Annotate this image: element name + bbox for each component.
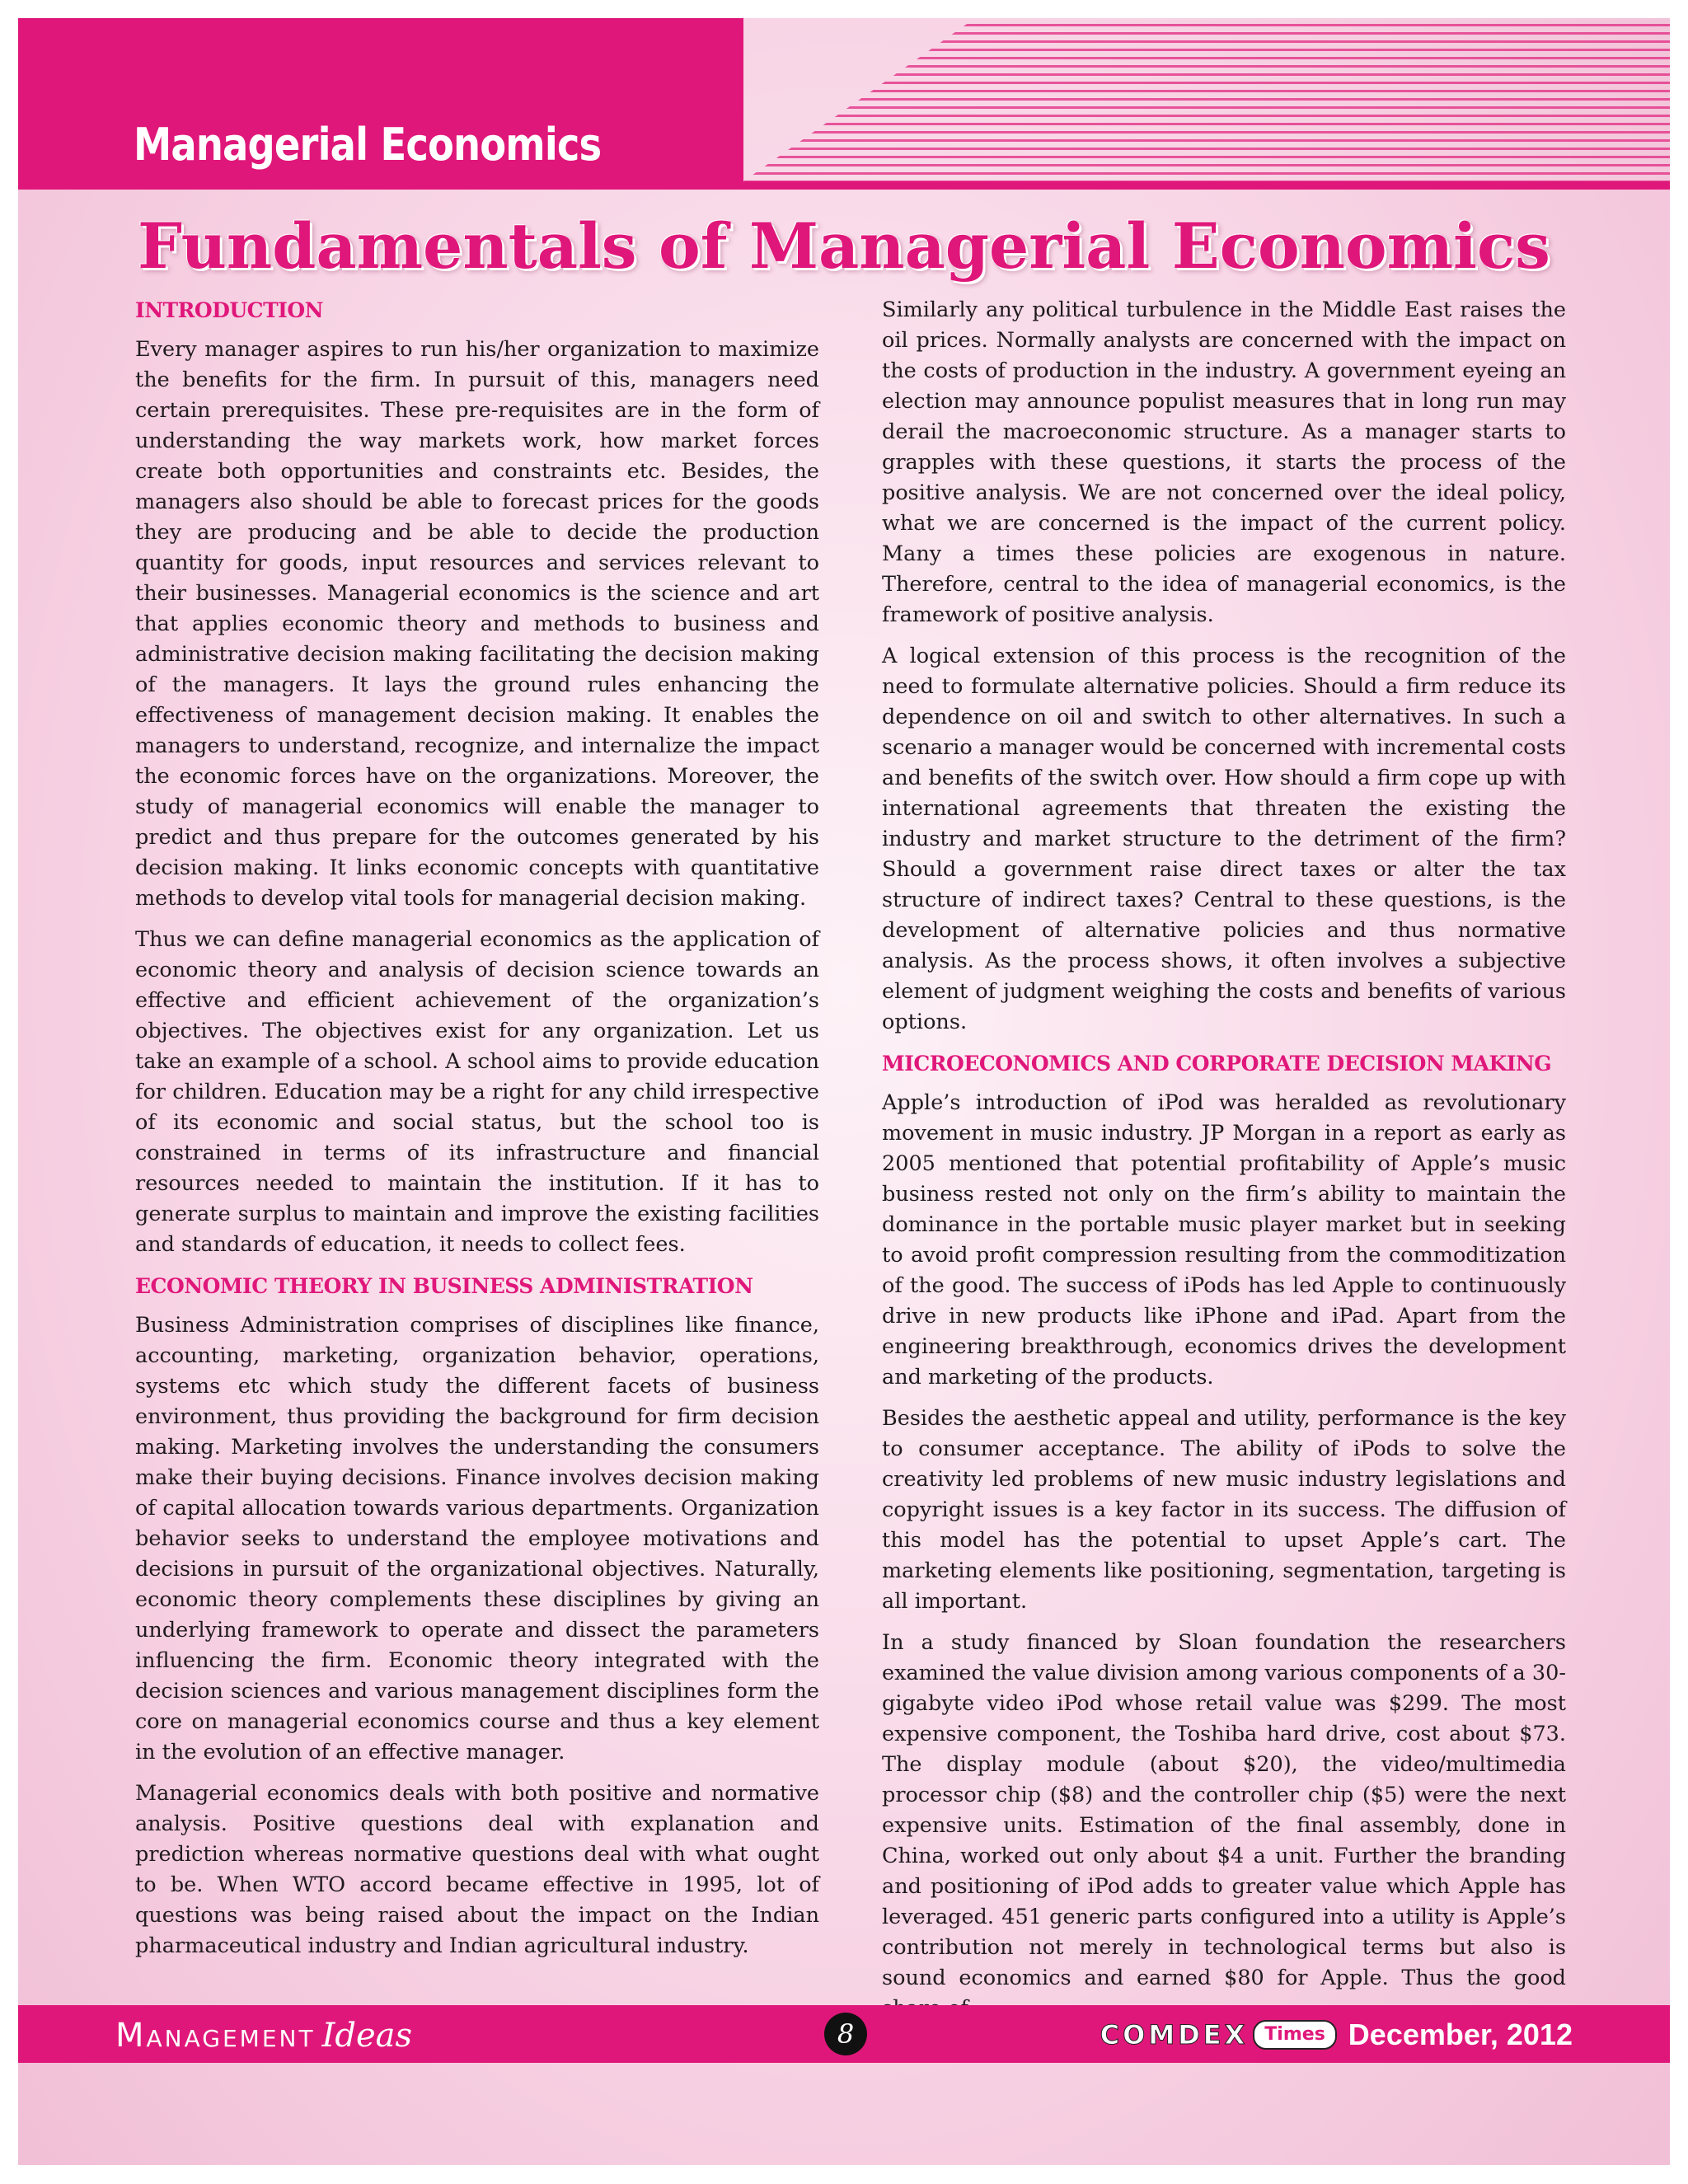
body-paragraph: Thus we can define managerial economics as the application of economic theory and analysis of decision science towards an effective and efficient achievement of the organization’s objectives. The objectives exist for any organization. Let us take an example of a school. A school aims to provide education for children. Education may be a right for any child irrespective of its economic and social status, but the school too is constrained in terms of its infrastructure and financial resources needed to maintain the institution. If it has to generate surplus to maintain and improve the existing facilities and standards of education, it needs to collect fees. <box>135 927 819 1257</box>
publisher-name: COMDEX <box>1100 2019 1249 2050</box>
section-heading: ECONOMIC THEORY IN BUSINESS ADMINISTRATION <box>135 1274 753 1298</box>
header-rule <box>18 181 1670 190</box>
brand-ideas: Ideas <box>321 2017 413 2055</box>
body-paragraph: A logical extension of this process is the recognition of the need to formulate alternative policies. Should a firm reduce its dependence on oil and switch to other alternatives. In such a scenario a manager would be concerned with incremental costs and benefits of the switch over. How should a firm cope up with international agreements that threaten the existing the industry and market structure to the detriment of the firm? Should a government raise direct taxes or alter the tax structure of indirect taxes? Central to these questions, is the development of alternative policies and thus normative analysis. As the process shows, it often involves a subjective element of judgment weighing the costs and benefits of various options. <box>882 644 1566 1034</box>
issue-date: December, 2012 <box>1348 2018 1573 2051</box>
article-title: Fundamentals of Managerial Economics <box>138 209 1550 283</box>
publisher-block <box>1100 2017 1573 2053</box>
magazine-page <box>18 18 1670 2165</box>
body-paragraph: Every manager aspires to run his/her organization to maximize the benefits for the firm. In pursuit of this, managers need certain prerequisites. These pre-requisites are in the form of understanding the way markets work, how market forces create both opportunities and constraints etc. Besides, the managers also should be able to forecast prices for the goods they are producing and be able to decide the production quantity for goods, input resources and services relevant to their businesses. Managerial economics is the science and art that applies economic theory and methods to business and administrative decision making facilitating the decision making of the managers. It lays the ground rules enhancing the effectiveness of management decision making. It enables the managers to understand, recognize, and internalize the impact the economic forces have on the organizations. Moreover, the study of managerial economics will enable the manager to predict and thus prepare for the outcomes generated by his decision making. It links economic concepts with quantitative methods to develop vital tools for managerial decision making. <box>135 337 819 911</box>
left-column <box>135 295 819 1972</box>
footer-brand <box>115 2017 412 2055</box>
body-paragraph: Similarly any political turbulence in the Middle East raises the oil prices. Normally analysts are concerned with the impact on the costs of production in the industry. A government eyeing an election may announce populist measures that in long run may derail the macroeconomic structure. As a manager starts to grapples with these questions, it starts the process of the positive analysis. We are not concerned over the ideal policy, what we are concerned is the impact of the current policy. Many a times these policies are exogenous in nature. Therefore, central to the idea of managerial economics, is the framework of positive analysis. <box>882 298 1566 627</box>
footer-bar <box>18 2005 1670 2063</box>
header-stripes <box>743 18 1670 181</box>
body-paragraph: Besides the aesthetic appeal and utility, performance is the key to consumer acceptance. The ability of iPods to solve the creativity led problems of new music industry legislations and copyright issues is a key factor in its success. The diffusion of this model has the potential to upset Apple’s cart. The marketing elements like positioning, segmentation, targeting is all important. <box>882 1406 1566 1614</box>
body-paragraph: In a study financed by Sloan foundation the researchers examined the value division among various components of a 30-gigabyte video iPod whose retail value was $299. The most expensive component, the Toshiba hard drive, cost about $73. The display module (about $20), the video/multimedia processor chip ($8) and the controller chip ($5) were the next expensive units. Estimation of the final assembly, done in China, worked out only about $4 a unit. Further the branding and positioning of iPod adds to greater value which Apple has leveraged. 451 generic parts configured into a utility is Apple’s contribution not merely in technological terms but also is sound economics and earned $80 for Apple. Thus the good <box>882 1630 1566 1990</box>
body-paragraph: Managerial economics deals with both positive and normative analysis. Positive questions deal with explanation and prediction whereas normative questions deal with what ought to be. When WTO accord became effective in 1995, lot of questions was being raised about the impact on the Indian pharmaceutical industry and Indian agricultural industry. <box>135 1781 819 1958</box>
body-paragraph: Business Administration comprises of disciplines like finance, accounting, marketing, organization behavior, operations, systems etc which study the different facets of business environment, thus providing the background for firm decision making. Marketing involves the understanding the consumers make their buying decisions. Finance involves decision making of capital allocation towards various departments. Organization behavior seeks to understand the employee motivations and decisions in pursuit of the organizational objectives. Naturally, economic theory complements these disciplines by giving an underlying framework to operate and dissect the parameters influencing the firm. Economic theory integrated with the decision sciences and various management disciplines form the core on managerial economics course and thus a key element in the evolution of an effective manager. <box>135 1313 819 1765</box>
publisher-badge: Times <box>1253 2020 1337 2050</box>
brand-name: Management <box>115 2017 316 2055</box>
section-heading: MICROECONOMICS AND CORPORATE DECISION MAKING <box>882 1052 1552 1076</box>
section-heading: INTRODUCTION <box>135 298 324 322</box>
section-title: Managerial Economics <box>134 119 602 171</box>
right-column <box>882 295 1566 2035</box>
page-number: 8 <box>824 2013 867 2055</box>
body-paragraph: Apple’s introduction of iPod was heralded as revolutionary movement in music industry. JP Morgan in a report as early as 2005 mentioned that potential profitability of Apple’s music business rested not only on the firm’s ability to maintain the dominance in the portable music player market but in seeking to avoid profit compression resulting from the commoditization of the good. The success of iPods has led Apple to continuously drive in new products like iPhone and iPad. Apart from the engineering breakthrough, economics drives the development and marketing of the products. <box>882 1090 1566 1390</box>
